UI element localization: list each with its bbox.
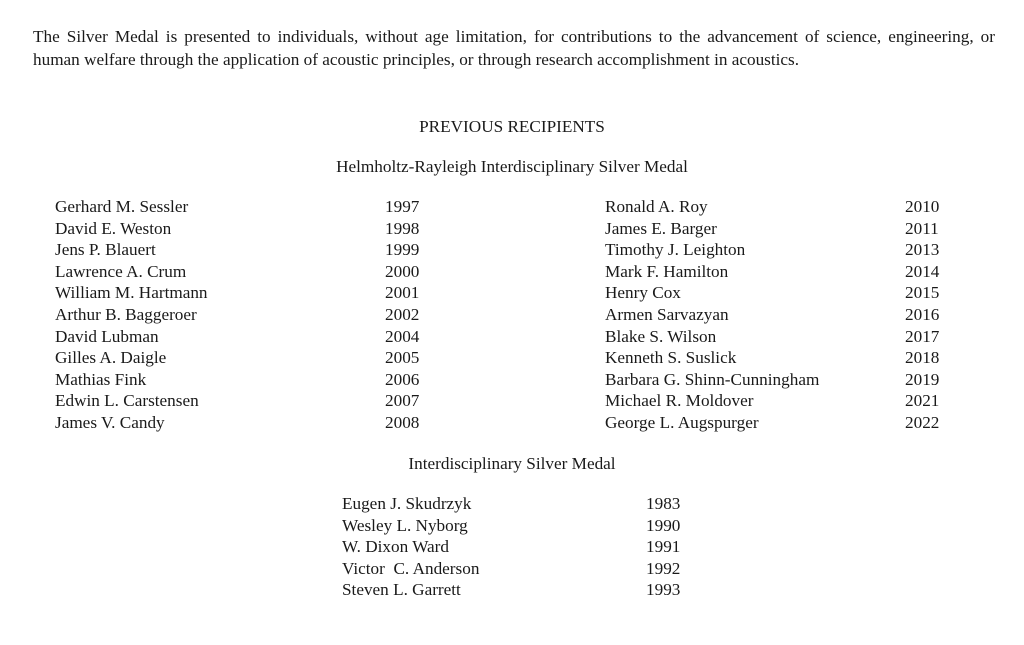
recipient-year: 2018 [905,348,940,368]
recipient-name: Blake S. Wilson [605,326,717,346]
recipient-row [55,261,435,283]
recipient-name: Michael R. Moldover [605,391,754,411]
recipient-year: 2008 [385,412,420,432]
recipient-year: 2004 [385,326,420,346]
recipient-row [605,369,965,391]
recipient-row [55,390,435,412]
recipient-year: 2001 [385,283,420,303]
recipient-row [605,218,965,240]
recipient-year: 1992 [646,558,681,578]
recipient-name: Jens P. Blauert [55,240,156,260]
recipient-year: 2005 [385,348,420,368]
recipient-row [55,326,435,348]
recipient-name: James E. Barger [605,218,717,238]
recipient-row [55,196,435,218]
recipient-row [342,515,702,537]
recipient-year: 1991 [646,537,681,557]
hr-right-column [605,196,965,434]
recipient-year: 2002 [385,304,420,324]
recipient-name: Mark F. Hamilton [605,261,729,281]
previous-recipients-heading: PREVIOUS RECIPIENTS [419,117,605,136]
recipient-name: Edwin L. Carstensen [55,391,199,411]
recipient-row [605,261,965,283]
recipient-name: Steven L. Garrett [342,580,461,600]
recipient-name: W. Dixon Ward [342,537,449,557]
recipient-row [342,579,702,601]
recipient-row [605,282,965,304]
recipient-name: Henry Cox [605,283,681,303]
recipient-name: David Lubman [55,326,159,346]
recipient-row [55,218,435,240]
recipient-name: Armen Sarvazyan [605,304,729,324]
recipient-row [605,412,965,434]
recipient-name: Gilles A. Daigle [55,348,167,368]
recipient-name: Mathias Fink [55,369,147,389]
recipient-name: George L. Augspurger [605,412,759,432]
recipient-year: 1990 [646,515,681,535]
recipient-row [342,493,702,515]
recipient-row [605,347,965,369]
recipient-name: Victor C. Anderson [342,558,480,578]
recipient-year: 2015 [905,283,940,303]
recipient-year: 2000 [385,261,420,281]
recipient-name: Barbara G. Shinn-Cunningham [605,369,820,389]
hr-left-column [55,196,435,434]
recipient-row [55,412,435,434]
recipient-year: 2011 [905,218,939,238]
recipient-year: 2010 [905,197,940,216]
recipient-year: 2021 [905,391,940,411]
recipient-row [55,347,435,369]
intro-paragraph: The Silver Medal is presented to individuals, without age limitation, for contributions to the advancement of science, engineering, or human welfare through the application of acoustic principles, or through research accomplishment in acoustics. [33,27,995,69]
recipient-year: 2013 [905,240,940,260]
interdisciplinary-column [342,493,702,601]
recipient-row [605,196,965,218]
recipient-row [55,239,435,261]
recipient-name: James V. Candy [55,412,165,432]
recipient-year: 1998 [385,218,420,238]
recipient-name: Arthur B. Baggeroer [55,304,197,324]
recipient-year: 1993 [646,580,681,600]
recipient-year: 1999 [385,240,420,260]
recipient-row [55,304,435,326]
recipient-year: 2007 [385,391,420,411]
recipient-year: 2016 [905,304,940,324]
recipient-row [342,536,702,558]
recipient-name: Eugen J. Skudrzyk [342,494,472,513]
recipient-name: Kenneth S. Suslick [605,348,737,368]
recipient-row [605,304,965,326]
recipient-year: 2022 [905,412,940,432]
recipient-row [55,369,435,391]
recipient-name: Gerhard M. Sessler [55,197,189,216]
recipient-name: William M. Hartmann [55,283,208,303]
helmholtz-rayleigh-heading: Helmholtz-Rayleigh Interdisciplinary Silver Medal [336,157,688,176]
recipient-name: Ronald A. Roy [605,197,708,216]
recipient-year: 2014 [905,261,940,281]
recipient-row [605,326,965,348]
recipient-year: 1983 [646,494,681,513]
recipient-name: Lawrence A. Crum [55,261,187,281]
recipient-name: Wesley L. Nyborg [342,515,468,535]
interdisciplinary-heading: Interdisciplinary Silver Medal [408,454,616,473]
recipient-name: Timothy J. Leighton [605,240,746,260]
recipient-name: David E. Weston [55,218,172,238]
recipient-row [55,282,435,304]
recipient-year: 2017 [905,326,940,346]
recipient-year: 2006 [385,369,420,389]
recipient-row [342,558,702,580]
recipient-row [605,390,965,412]
recipient-year: 2019 [905,369,940,389]
recipient-year: 1997 [385,197,420,216]
recipient-row [605,239,965,261]
